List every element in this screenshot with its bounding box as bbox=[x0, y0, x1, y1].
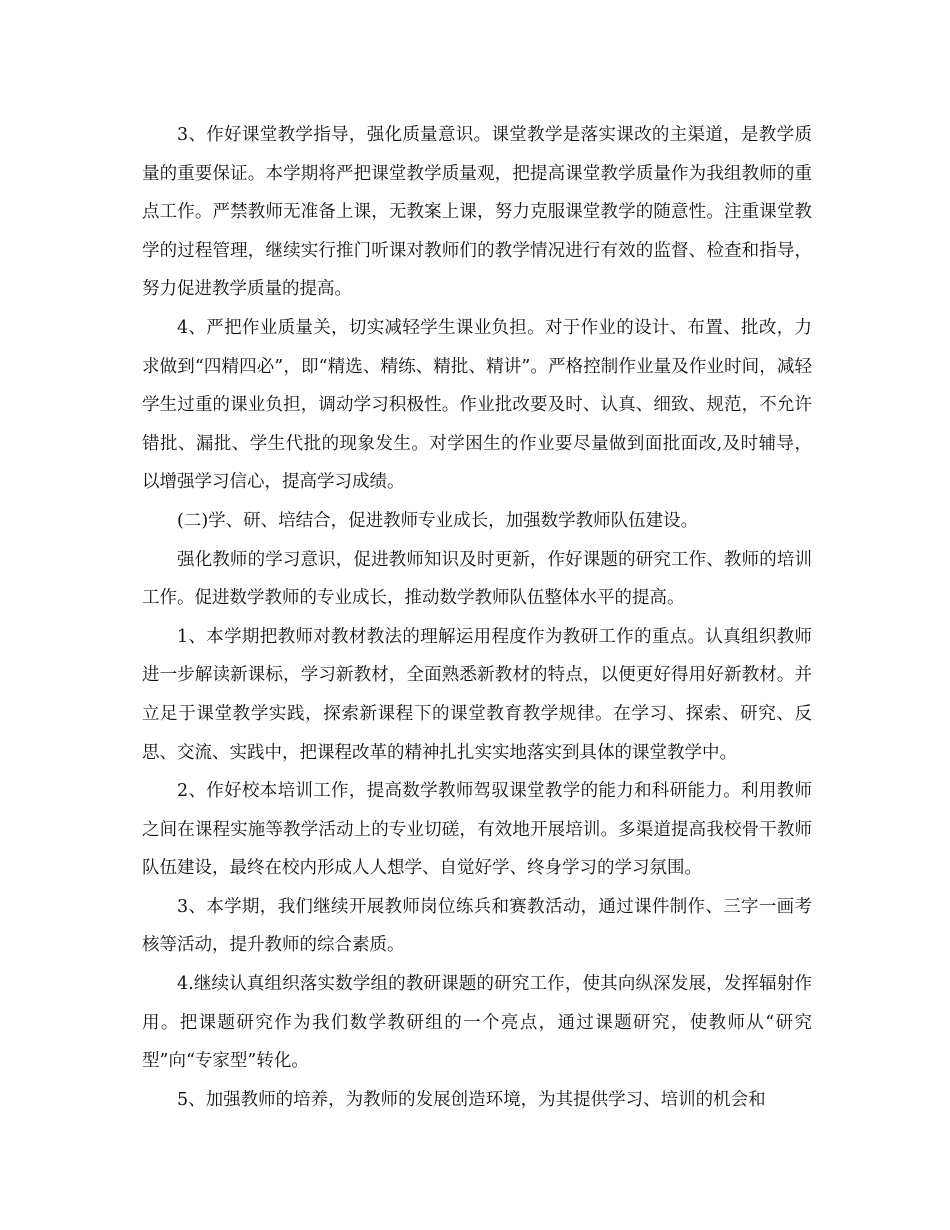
section-heading-study-research-training: (二)学、研、培结合，促进教师专业成长，加强数学教师队伍建设。 bbox=[177, 510, 699, 531]
paragraph-homework-quality: 4、严把作业质量关，切实减轻学生课业负担。对于作业的设计、布置、批改，力求做到“四精四必”，即“精选、精练、精批、精讲”。严格控制作业量及作业时间，减轻学生过重的课业负担，调动学习积极性。作业批改要及时、认真、细致、规范，不允许错批、漏批、学生代批的现象发生。对学困生的作业要尽量做到面批面改,及时辅导，以增强学习信心，提高学习成绩。 bbox=[142, 317, 812, 493]
paragraph-learning-awareness: 强化教师的学习意识，促进教师知识及时更新，作好课题的研究工作、教师的培训工作。促进数学教师的专业成长，推动数学教师队伍整体水平的提高。 bbox=[142, 549, 812, 609]
paragraph-classroom-teaching: 3、作好课堂教学指导，强化质量意识。课堂教学是落实课改的主渠道，是教学质量的重要保证。本学期将严把课堂教学质量观，把提高课堂教学质量作为我组教师的重点工作。严禁教师无准备上课，无教案上课，努力克服课堂教学的随意性。注重课堂教学的过程管理，继续实行推门听课对教师们的教学情况进行有效的监督、检查和指导，努力促进教学质量的提高。 bbox=[142, 125, 812, 300]
paragraph-school-training: 2、作好校本培训工作，提高数学教师驾驭课堂教学的能力和科研能力。利用教师之间在课程实施等教学活动上的专业切磋，有效地开展培训。多渠道提高我校骨干教师队伍建设，最终在校内形成人人想学、自觉好学、终身学习的学习氛围。 bbox=[142, 781, 812, 879]
document-body bbox=[142, 116, 812, 1119]
paragraph-research-projects: 4.继续认真组织落实数学组的教研课题的研究工作，使其向纵深发展，发挥辐射作用。把课题研究作为我们数学教研组的一个亮点，通过课题研究，使教师从“研究型”向“专家型”转化。 bbox=[142, 974, 812, 1072]
paragraph-teacher-development: 5、加强教师的培养，为教师的发展创造环境，为其提供学习、培训的机会和 bbox=[177, 1089, 766, 1110]
paragraph-teacher-competition: 3、本学期，我们继续开展教师岗位练兵和赛教活动，通过课件制作、三字一画考核等活动，提升教师的综合素质。 bbox=[142, 896, 812, 956]
paragraph-textbook-methods: 1、本学期把教师对教材教法的理解运用程度作为教研工作的重点。认真组织教师进一步解读新课标，学习新教材，全面熟悉新教材的特点，以便更好得用好新教材。并立足于课堂教学实践，探索新课程下的课堂教育教学规律。在学习、探索、研究、反思、交流、实践中，把课程改革的精神扎扎实实地落实到具体的课堂教学中。 bbox=[142, 626, 812, 763]
